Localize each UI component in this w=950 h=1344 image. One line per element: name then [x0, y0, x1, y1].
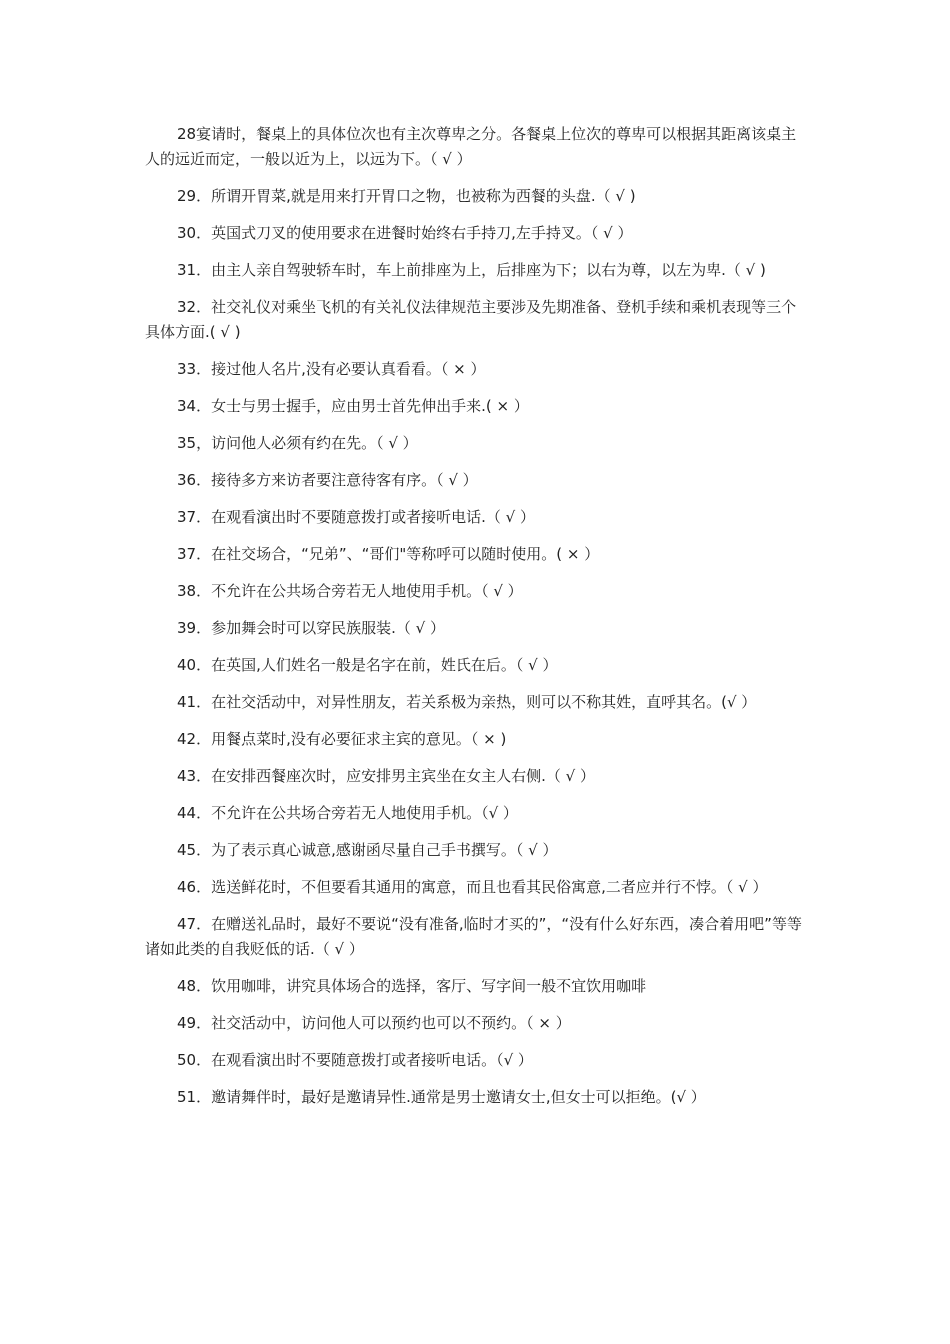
- question-item: 48．饮用咖啡，讲究具体场合的选择，客厅、写字间一般不宜饮用咖啡: [177, 977, 647, 995]
- question-item: 42．用餐点菜时,没有必要征求主宾的意见。（ × ): [177, 730, 507, 748]
- question-item: 49．社交活动中，访问他人可以预约也可以不预约。（ × ）: [177, 1014, 571, 1032]
- question-item: 36．接待多方来访者要注意待客有序。（ √ ）: [177, 471, 478, 489]
- question-item: 29．所谓开胃菜,就是用来打开胃口之物，也被称为西餐的头盘.（ √ ): [177, 187, 636, 205]
- question-item: 32．社交礼仪对乘坐飞机的有关礼仪法律规范主要涉及先期准备、登机手续和乘机表现等三个具体方面.( √ ): [145, 298, 797, 341]
- question-item: 50．在观看演出时不要随意拨打或者接听电话。（√ ）: [177, 1051, 533, 1069]
- document-body: [145, 122, 807, 1122]
- question-item: 33．接过他人名片,没有必要认真看看。（ × ）: [177, 360, 486, 378]
- question-item: 41．在社交活动中，对异性朋友，若关系极为亲热，则可以不称其姓，直呼其名。(√ ）: [177, 693, 757, 711]
- question-item: 35，访问他人必须有约在先。（ √ ）: [177, 434, 418, 452]
- question-item: 43．在安排西餐座次时，应安排男主宾坐在女主人右侧.（ √ ）: [177, 767, 595, 785]
- question-item: 44．不允许在公共场合旁若无人地使用手机。（√ ）: [177, 804, 518, 822]
- question-item: 37．在观看演出时不要随意拨打或者接听电话.（ √ ）: [177, 508, 535, 526]
- question-item: 37．在社交场合，“兄弟”、“哥们"等称呼可以随时使用。( × ）: [177, 545, 600, 563]
- question-item: 46．选送鲜花时，不但要看其通用的寓意，而且也看其民俗寓意,二者应并行不悖。（ √ ）: [177, 878, 768, 896]
- question-item: 31．由主人亲自驾驶轿车时，车上前排座为上，后排座为下；以右为尊，以左为卑.（ √ ): [177, 261, 766, 279]
- question-item: 30．英国式刀叉的使用要求在进餐时始终右手持刀,左手持叉。（ √ ）: [177, 224, 633, 242]
- question-item: 28宴请时，餐桌上的具体位次也有主次尊卑之分。各餐桌上位次的尊卑可以根据其距离该桌主人的远近而定，一般以近为上，以远为下。（ √ ）: [145, 125, 797, 168]
- question-item: 51．邀请舞伴时，最好是邀请异性.通常是男士邀请女士,但女士可以拒绝。(√ ）: [177, 1088, 706, 1106]
- question-item: 47．在赠送礼品时，最好不要说“没有准备,临时才买的”，“没有什么好东西，凑合着用吧”等等诸如此类的自我贬低的话.（ √ ）: [145, 915, 802, 958]
- question-item: 40．在英国,人们姓名一般是名字在前，姓氏在后。（ √ ）: [177, 656, 558, 674]
- question-item: 38．不允许在公共场合旁若无人地使用手机。（ √ ）: [177, 582, 523, 600]
- question-item: 34．女士与男士握手，应由男士首先伸出手来.( × ）: [177, 397, 529, 415]
- question-item: 45．为了表示真心诚意,感谢函尽量自己手书撰写。（ √ ）: [177, 841, 558, 859]
- question-item: 39．参加舞会时可以穿民族服装.（ √ ）: [177, 619, 445, 637]
